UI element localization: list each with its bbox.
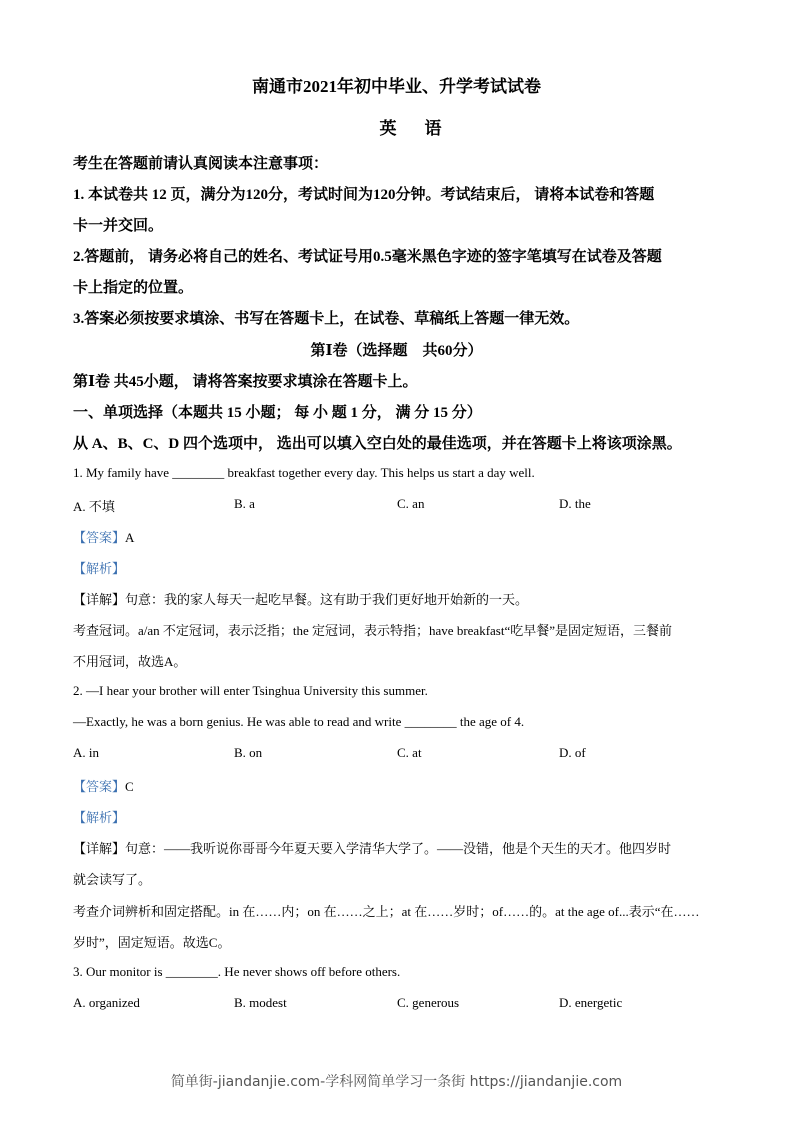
part-description: 第Ⅰ卷 共45小题， 请将答案按要求填涂在答题卡上。	[73, 374, 418, 390]
q1-option-a: A. 不填	[73, 499, 115, 514]
answer-tag: 【答案】	[73, 779, 126, 794]
analysis-tag: 【解析】	[73, 810, 126, 825]
q1-option-b: B. a	[234, 496, 255, 511]
q2-explain-line-1: 考查介词辨析和固定搭配。in 在……内；on 在……之上；at 在……岁时；of……的。at the age of...表示“在……	[73, 904, 700, 919]
detail-text: 句意：——我听说你哥哥今年夏天要入学清华大学了。——没错，他是个天生的天才。他四岁时	[125, 841, 672, 856]
exam-title: 南通市2021年初中毕业、升学考试试卷	[252, 77, 541, 96]
notice-item-3: 3.答案必须按要求填涂、书写在答题卡上，在试卷、草稿纸上答题一律无效。	[73, 311, 580, 327]
q1-analysis	[73, 558, 125, 577]
page-footer: 简单街-jiandanjie.com-学科网简单学习一条街 https://jiandanjie.com	[170, 1074, 623, 1090]
section-heading: 一、单项选择（本题共 15 小题； 每 小 题 1 分， 满 分 15 分）	[73, 405, 482, 421]
q3-option-a: A. organized	[73, 995, 140, 1010]
q2-stem-line-1: 2. —I hear your brother will enter Tsinghua University this summer.	[73, 683, 428, 698]
q1-option-c: C. an	[397, 496, 425, 511]
detail-tag: 【详解】	[73, 592, 126, 607]
q3-stem: 3. Our monitor is ________. He never shows off before others.	[73, 964, 401, 979]
q2-option-d: D. of	[559, 745, 586, 760]
q1-explain-line-2: 不用冠词，故选A。	[73, 654, 187, 669]
answer-tag: 【答案】	[73, 530, 126, 545]
detail-tag: 【详解】	[73, 841, 126, 856]
notice-item-1-line-1: 1. 本试卷共 12 页，满分为120分，考试时间为120分钟。考试结束后， 请将本试卷和答题	[73, 187, 655, 203]
notice-item-1-line-2: 卡一并交回。	[73, 218, 164, 234]
q2-detail-line-2: 就会读写了。	[73, 872, 152, 887]
q2-option-a: A. in	[73, 745, 99, 760]
q3-option-b: B. modest	[234, 995, 287, 1010]
q1-answer	[73, 527, 134, 546]
q2-option-b: B. on	[234, 745, 263, 760]
q1-detail	[73, 589, 528, 608]
notice-item-2-line-2: 卡上指定的位置。	[73, 280, 194, 296]
notice-item-2-line-1: 2.答题前， 请务必将自己的姓名、考试证号用0.5毫米黑色字迹的签字笔填写在试卷及答题	[73, 249, 662, 265]
answer-value: A	[125, 530, 135, 545]
q2-analysis	[73, 807, 125, 826]
subject-title: 英语	[379, 119, 470, 138]
part-title: 第Ⅰ卷（选择题 共60分）	[310, 343, 483, 359]
detail-text: 句意：我的家人每天一起吃早餐。这有助于我们更好地开始新的一天。	[125, 592, 529, 607]
q3-option-d: D. energetic	[559, 995, 623, 1010]
q1-stem: 1. My family have ________ breakfast together every day. This helps us start a day well.	[73, 465, 535, 480]
q2-answer	[73, 776, 134, 795]
analysis-tag: 【解析】	[73, 561, 126, 576]
answer-value: C	[125, 779, 134, 794]
q2-explain-line-2: 岁时”，固定短语。故选C。	[73, 935, 231, 950]
q3-option-c: C. generous	[397, 995, 460, 1010]
q2-stem-line-2: —Exactly, he was a born genius. He was able to read and write ________ the age of 4.	[73, 714, 525, 729]
q1-explain-line-1: 考查冠词。a/an 不定冠词，表示泛指；the 定冠词，表示特指；have breakfast“吃早餐”是固定短语，三餐前	[73, 623, 673, 638]
notice-heading: 考生在答题前请认真阅读本注意事项：	[73, 156, 329, 172]
q2-detail	[73, 838, 671, 857]
section-instruction: 从 A、B、C、D 四个选项中， 选出可以填入空白处的最佳选项，并在答题卡上将该项涂黑。	[73, 436, 682, 452]
q2-option-c: C. at	[397, 745, 422, 760]
q1-option-d: D. the	[559, 496, 591, 511]
